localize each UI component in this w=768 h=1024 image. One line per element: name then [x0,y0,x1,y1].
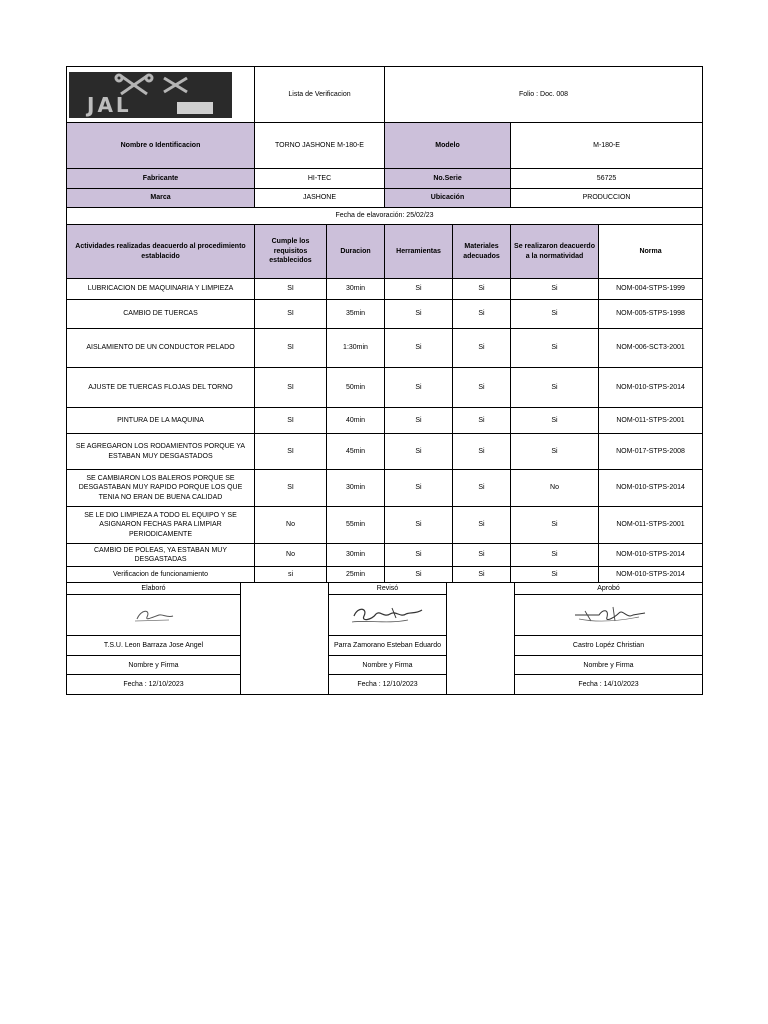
row-norma: NOM-004-STPS-1999 [599,279,703,300]
row-normatividad: Si [511,434,599,470]
row-materiales: Si [453,470,511,507]
aprobo-firma-label: Nombre y Firma [515,656,703,675]
row-cumple: SI [255,434,327,470]
row-activity: Verificacion de funcionamiento [67,567,255,583]
fabricante-value: HI-TEC [255,169,385,189]
row-norma: NOM-011-STPS-2001 [599,408,703,434]
row-materiales: Si [453,434,511,470]
row-duracion: 40min [327,408,385,434]
table-row [67,408,703,434]
row-materiales: Si [453,329,511,368]
row-normatividad: Si [511,544,599,567]
row-activity: LUBRICACION DE MAQUINARIA Y LIMPIEZA [67,279,255,300]
ubicacion-label: Ubicación [385,189,511,208]
row-norma: NOM-010-STPS-2014 [599,368,703,408]
nombre-value: TORNO JASHONE M-180-E [255,123,385,169]
row-cumple: SI [255,329,327,368]
table-row [67,507,703,544]
elaboro-fecha: Fecha : 12/10/2023 [67,675,241,695]
row-herramientas: Si [385,329,453,368]
row-activity: AJUSTE DE TUERCAS FLOJAS DEL TORNO [67,368,255,408]
elaboro-firma-label: Nombre y Firma [67,656,241,675]
signature-spacer [241,583,329,695]
row-duracion: 30min [327,470,385,507]
row-herramientas: Si [385,567,453,583]
reviso-fecha: Fecha : 12/10/2023 [329,675,447,695]
table-row [67,279,703,300]
col-normatividad: Se realizaron deacuerdo a la normatividad [511,225,599,279]
row-cumple: SI [255,368,327,408]
row-materiales: Si [453,507,511,544]
row-materiales: Si [453,279,511,300]
modelo-value: M-180-E [511,123,703,169]
row-normatividad: Si [511,368,599,408]
fecha-elaboracion: Fecha de elavoración: 25/02/23 [67,208,703,225]
aprobo-label: Aprobó [515,583,703,595]
fabricante-label: Fabricante [67,169,255,189]
row-duracion: 25min [327,567,385,583]
row-cumple: SI [255,470,327,507]
row-herramientas: Si [385,300,453,329]
row-herramientas: Si [385,279,453,300]
document-title: Lista de Verificacion [255,67,385,123]
logo-text: JAL [87,92,132,117]
row-materiales: Si [453,408,511,434]
table-row [67,434,703,470]
row-duracion: 1:30min [327,329,385,368]
row-materiales: Si [453,567,511,583]
col-herramientas: Herramientas [385,225,453,279]
marca-value: JASHONE [255,189,385,208]
row-activity: CAMBIO DE POLEAS, YA ESTABAN MUY DESGASTADAS [67,544,255,567]
row-activity: SE CAMBIARON LOS BALEROS PORQUE SE DESGASTABAN MUY RAPIDO PORQUE LOS QUE TENIA NO ERAN DE BUENA CALIDAD [67,470,255,507]
table-row [67,368,703,408]
aprobo-fecha: Fecha : 14/10/2023 [515,675,703,695]
checklist-document [66,66,702,695]
row-cumple: SI [255,408,327,434]
elaboro-name: T.S.U. Leon Barraza Jose Angel [67,636,241,656]
row-norma: NOM-005-STPS-1998 [599,300,703,329]
row-duracion: 50min [327,368,385,408]
serie-value: 56725 [511,169,703,189]
row-activity: AISLAMIENTO DE UN CONDUCTOR PELADO [67,329,255,368]
signature-table [66,582,703,695]
row-normatividad: Si [511,329,599,368]
col-actividades: Actividades realizadas deacuerdo al procedimiento establacido [67,225,255,279]
reviso-firma-label: Nombre y Firma [329,656,447,675]
row-herramientas: Si [385,434,453,470]
row-herramientas: Si [385,507,453,544]
row-herramientas: Si [385,544,453,567]
reviso-signature-icon [329,595,447,636]
row-normatividad: Si [511,507,599,544]
row-norma: NOM-006-SCT3-2001 [599,329,703,368]
col-duracion: Duracion [327,225,385,279]
row-norma: NOM-010-STPS-2014 [599,567,703,583]
row-cumple: No [255,507,327,544]
crossed-tools-logo-icon [69,72,232,118]
folio: Folio : Doc. 008 [385,67,703,123]
row-herramientas: Si [385,368,453,408]
row-norma: NOM-011-STPS-2001 [599,507,703,544]
row-norma: NOM-010-STPS-2014 [599,470,703,507]
aprobo-name: Castro Lopéz Christian [515,636,703,656]
table-row [67,300,703,329]
row-duracion: 30min [327,544,385,567]
row-cumple: SI [255,279,327,300]
row-materiales: Si [453,544,511,567]
col-norma: Norma [599,225,703,279]
row-activity: SE AGREGARON LOS RODAMIENTOS PORQUE YA ESTABAN MUY DESGASTADOS [67,434,255,470]
ubicacion-value: PRODUCCION [511,189,703,208]
reviso-name: Parra Zamorano Esteban Eduardo [329,636,447,656]
row-herramientas: Si [385,408,453,434]
serie-label: No.Serie [385,169,511,189]
row-duracion: 30min [327,279,385,300]
row-duracion: 45min [327,434,385,470]
aprobo-signature-icon [515,595,703,636]
row-cumple: SI [255,300,327,329]
row-normatividad: Si [511,279,599,300]
elaboro-signature-icon [67,595,241,636]
row-normatividad: Si [511,567,599,583]
col-materiales: Materiales adecuados [453,225,511,279]
row-cumple: si [255,567,327,583]
signature-spacer [447,583,515,695]
table-row [67,470,703,507]
row-normatividad: Si [511,408,599,434]
row-normatividad: No [511,470,599,507]
row-norma: NOM-010-STPS-2014 [599,544,703,567]
reviso-label: Revisó [329,583,447,595]
row-normatividad: Si [511,300,599,329]
row-duracion: 35min [327,300,385,329]
row-cumple: No [255,544,327,567]
row-activity: SE LE DIO LIMPIEZA A TODO EL EQUIPO Y SE ASIGNARON FECHAS PARA LIMPIAR PERIODICAMENTE [67,507,255,544]
table-row [67,544,703,567]
row-materiales: Si [453,368,511,408]
row-materiales: Si [453,300,511,329]
col-cumple: Cumple los requisitos establecidos [255,225,327,279]
nombre-label: Nombre o Identificacion [67,123,255,169]
elaboro-label: Elaboró [67,583,241,595]
marca-label: Marca [67,189,255,208]
modelo-label: Modelo [385,123,511,169]
row-herramientas: Si [385,470,453,507]
table-row [67,329,703,368]
row-activity: PINTURA DE LA MAQUINA [67,408,255,434]
table-row [67,567,703,583]
row-norma: NOM-017-STPS-2008 [599,434,703,470]
checklist-table [66,66,703,583]
row-activity: CAMBIO DE TUERCAS [67,300,255,329]
logo-cell [67,67,255,123]
row-duracion: 55min [327,507,385,544]
